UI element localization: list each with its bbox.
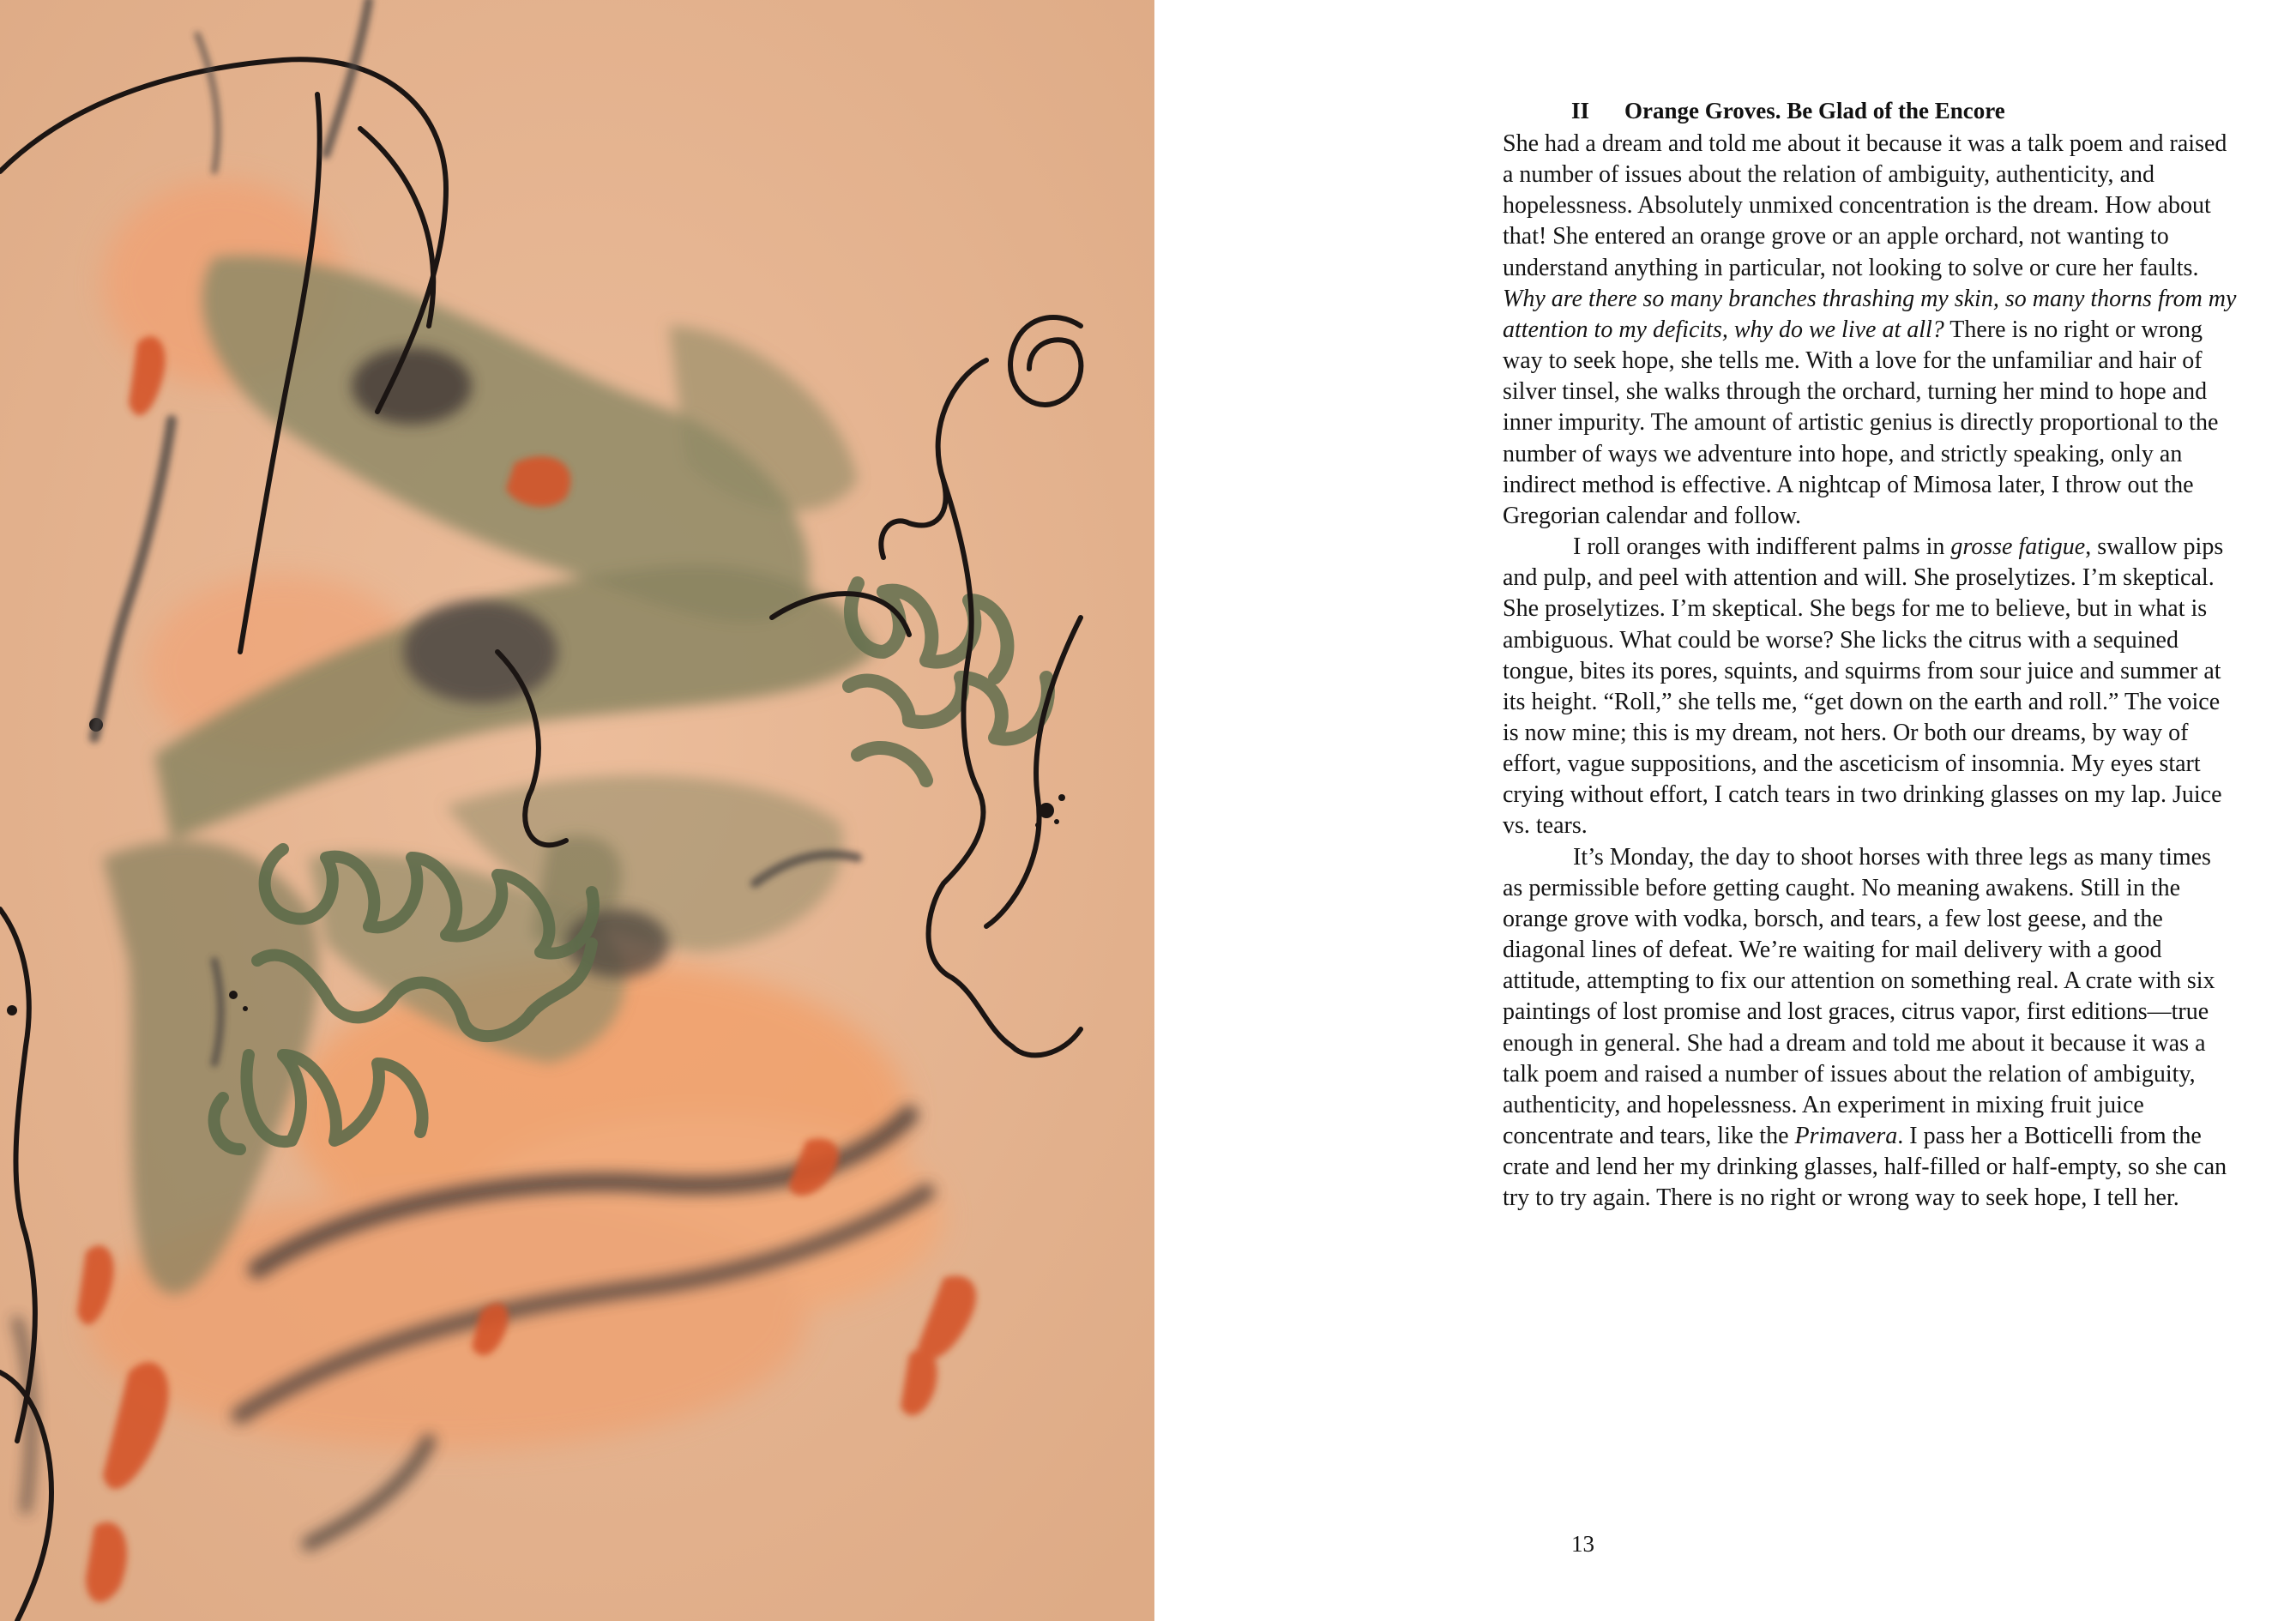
paragraph-1-text-b: There is no right or wrong way to seek hope, she tells me. With a love for the unfamiliar and hair of silver tinsel, she walks through the orchard, turning her mind to hope and inner impurity. The amount of artistic genius is directly proportional to the number of ways we adventure into hope, and strictly speaking, only an indirect method is effective. A nightcap of Mimosa later, I throw out the Gregorian calendar and follow.	[1503, 316, 2219, 529]
paragraph-1-italic: Why are there so many branches thrashing my skin, so many thorns from my attention to my deficits, why do we live at all?	[1503, 285, 2237, 343]
paragraph-3-italic: Primavera	[1794, 1123, 1898, 1149]
section-title: Orange Groves. Be Glad of the Encore	[1624, 98, 2005, 124]
section-heading	[1571, 96, 2005, 125]
paragraph-1-text-a: She had a dream and told me about it because it was a talk poem and raised a number of issues about the relation of ambiguity, authenticity, and hopelessness. Absolutely unmixed concentration is the dream. How about that! She entered an orange grove or an apple orchard, not wanting to understand anything in particular, not looking to solve or cure her faults.	[1503, 130, 2227, 281]
paragraph-3-text-b: . I pass her a Botticelli from the crate and lend her my drinking glasses, half-filled or half-empty, so she can try to try again. There is no right or wrong way to seek hope, I tell her.	[1503, 1123, 2227, 1212]
paragraph-2-italic: grosse fatigue	[1950, 533, 2086, 561]
paragraph-2-text-b: , swallow pips and pulp, and peel with attention and will. She proselytizes. I’m skeptical. She proselytizes. I’m skeptical. She begs for me to believe, but in what is ambiguous. What could be worse? She licks the citrus with a sequined tongue, bites its pores, squints, and squirms from sour juice and summer at its height. “Roll,” she tells me, “get down on the earth and roll.” The voice is now mine; this is my dream, not hers. Or both our dreams, by way of effort, vague suppositions, and the asceticism of insomnia. My eyes start crying without effort, I catch tears in two drinking glasses on my lap. Juice vs. tears.	[1503, 533, 2224, 840]
paragraph-1	[1503, 129, 2237, 532]
body-text	[1503, 129, 2237, 1214]
paragraph-2	[1503, 532, 2237, 842]
paragraph-3-text-a: It’s Monday, the day to shoot horses with three legs as many times as permissible before getting caught. No meaning awakens. Still in the orange grove with vodka, borsch, and tears, a few lost geese, and the diagonal lines of defeat. We’re waiting for mail delivery with a good attitude, attempting to fix our attention on something real. A crate with six paintings of lost promise and lost graces, citrus vapor, first editions—true enough in general. She had a dream and told me about it because it was a talk poem and raised a number of issues about the relation of ambiguity, authenticity, and hopelessness. An experiment in mixing fruit juice concentrate and tears, like the	[1503, 843, 2215, 1149]
paragraph-3	[1503, 842, 2237, 1214]
page-number: 13	[1571, 1531, 1594, 1557]
section-number: II	[1571, 98, 1590, 124]
paragraph-2-text-a: I roll oranges with indifferent palms in	[1573, 533, 1951, 561]
